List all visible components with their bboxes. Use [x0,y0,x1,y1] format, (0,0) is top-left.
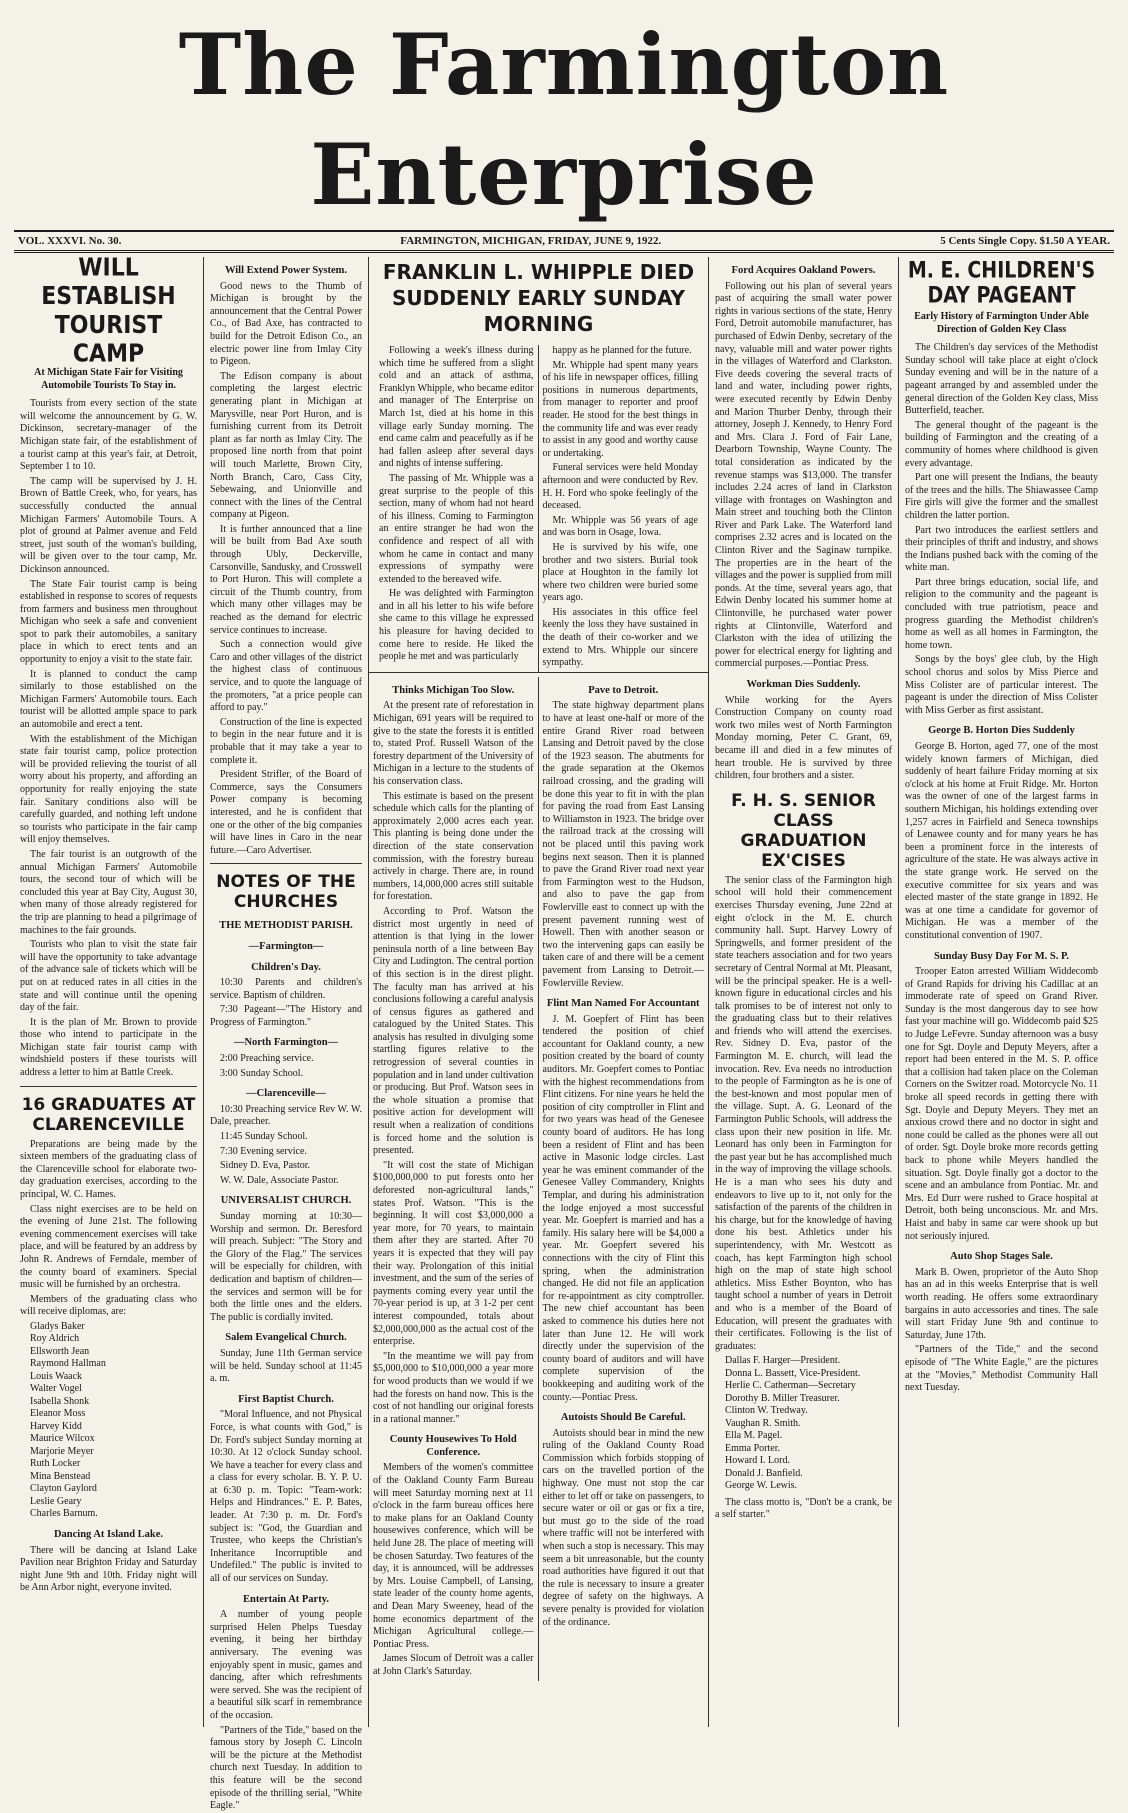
tourist-camp-deck: At Michigan State Fair for Visiting Automobile Tourists To Stay in. [34,367,183,391]
column-4 [539,677,709,1681]
baptist-heading: First Baptist Church. [238,1393,334,1405]
auto-shop-headline: Auto Shop Stages Sale. [950,1251,1053,1263]
article-paragraph: The Children's day services of the Methodist Sunday school will take place at eight o'clock Sunday evening and will be in the nature of a pageant arranged by and assembled under the general direction of the Golden Key class, Miss Butterfield, teacher. [905,342,1098,417]
list-item: Raymond Hallman [30,1358,106,1370]
article-paragraph: At the present rate of reforestation in Michigan, 691 years will be required to give to the state the forests it is entitled to, stated Prof. Russell Watson of the forestry department of the University of Michigan in a lecture to the students of his conservation class. [373,700,534,787]
party-heading: Entertain At Party. [242,1593,330,1605]
article-paragraph: According to Prof. Watson the district most urgently in need of attention is that lying in the lower peninsula north of a line between Bay City and Ludington. The central portion of this section is in the direst plight. The faculty man has arrived at his conclusions following a careful analysis of census figures as gathered and catalogued by the United States. This analysis has resulted in divulging some startling figures relative to the retrogression of several counties in population and in land under cultivation or producing. But Prof. Watson sees in the whole situation a promise that positive action for development will result when a realization of conditions is forced home and the solution is presented. [373,905,534,1157]
article-paragraph: Sunday morning at 10:30—Worship and sermon. Dr. Beresford will preach. Subject: "The Story and the Glory of the Flag." The services will be especially for children, with dedication and baptism of children—the services and sermon will be for both the little ones and the elders. The public is cordially invited. [210,1211,362,1323]
article-paragraph: Sunday, June 11th German service will be held. Sunday school at 11:45 a. m. [210,1347,362,1385]
article-paragraph: While working for the Ayers Construction Company on county road work two miles west of North Farmington Monday morning, Peter C. Grant, 69, became ill and died in a few minutes of heart trouble. He is survived by three children, four brothers and a sister. [715,694,892,782]
article-paragraph: President Strifler, of the Board of Commerce, says the Consumers Power company is becoming interested, and he is confident that one or the other of the big companies will have lines in Caro in the near future.—Caro Advertiser. [210,769,362,856]
childrens-day-subheading: Children's Day. [251,961,321,973]
ford-headline: Ford Acquires Oakland Powers. [731,265,876,276]
tourist-camp-headline: WILL ESTABLISH TOURIST CAMP [41,253,176,369]
schedule-item: 7:30 Evening service. [220,1145,307,1157]
article-paragraph: With the establishment of the Michigan state fair tourist camp, police protection will be provided relieving the tourist of all worry about his property, and affording an opportunity for really enjoying the state fair. Sanitary conditions also will be carefully guarded, and nothing left undone so tourists who participate in the fair camp will enjoy themselves. [20,733,197,846]
dateline: FARMINGTON, MICHIGAN, FRIDAY, JUNE 9, 1922. [400,235,662,247]
article-paragraph: Mr. Whipple was 56 years of age and was born in Osage, Iowa. [542,514,698,539]
graduates-list [20,1321,197,1521]
schedule-item: 10:30 Preaching service Rev W. W. Dale, preacher. [210,1103,362,1128]
whipple-headline: FRANKLIN L. WHIPPLE DIED SUDDENLY EARLY SUNDAY MORNING [382,260,695,336]
article-paragraph: The State Fair tourist camp is being established in response to scores of requests from farmers and business men throughout Michigan who seek a safe and convenient spot to park their automobiles, a sanitary place in which to erect tents and an opportunity to enjoy a visit to the state fair. [20,578,197,666]
article-paragraph: Preparations are being made by the sixteen members of the graduating class of the Clarenceville school for elaborate two-day graduation exercises, according to the principal, W. C. Hames. [20,1138,197,1201]
power-system-headline: Will Extend Power System. [224,265,348,276]
list-item: Charles Barnum. [30,1508,98,1520]
whipple-left [375,345,539,672]
column-5 [709,257,899,1727]
list-item: George W. Lewis. [725,1480,798,1492]
article-paragraph: A number of young people surprised Helen Phelps Tuesday evening, it being her birthday anniversary. The evening was enjoyably spent in music, games and dancing, after which refreshments were served. She was the recipient of a beautiful silk scarf in remembrance of the occasion. [210,1609,362,1721]
article-paragraph: J. M. Goepfert of Flint has been tendered the position of chief accountant for Oakland county, a new position created by the board of county auditors. Mr. Goepfert comes to Pontiac with the highest recommendations from Flint citizens. For nine years he held the position of city comptroller in Flint and for two years was head of the Genesee county board of auditors. He has long been a resident of Flint and has been active in Masonic lodge circles. Last year he was eminent commander of the Genesee Valley Commandery, Knights Templar, and during his administration the lodge enjoyed a most successful year. Mr. Goepfert is married and has a family. His salary here will be $4,000 a year. Mr. Goepfert severed his connections with the city of Flint this spring, when the administration changed. He did not file an application for re-appointment as city comptroller. The new chief accountant has been asked to commence his duties here not later than June 12. He will work directly under the supervision of the county board of auditors and will have complete supervision of the bookkeeping and auditing work of the county.—Pontiac Press. [542,1013,704,1403]
article-paragraph: happy as he planned for the future. [552,345,692,356]
pave-detroit-headline: Pave to Detroit. [588,684,659,696]
article-paragraph: "In the meantime we will pay from $5,000,000 to $10,000,000 a year more for wood products than we would if we had the forests on hand now. This is the cost of not handling our original forests in a rational manner." [373,1350,534,1425]
column-6 [899,257,1104,1727]
article-paragraph: Tourists who plan to visit the state fair will have the opportunity to take advantage of the advance sale of tickets which will be put on at reduced rates in all cities in the state and will continue until the opening day of the fair. [20,939,197,1014]
article-paragraph: This estimate is based on the present schedule which calls for the planting of approximately 2,000 acres each year. This planting is being done under the direction of the state conservation commission, with the forestry bureau actively in charge. There are, in round numbers, 14,000,000 acres still suitable for forestation. [373,790,534,903]
list-item: Harvey Kidd [30,1420,82,1432]
list-item: Dorothy B. Miller Treasurer. [725,1392,840,1404]
north-farmington-subheading: —North Farmington— [233,1037,339,1049]
flint-man-headline: Flint Man Named For Accountant [546,998,700,1010]
methodist-parish-heading: THE METHODIST PARISH. [219,920,353,932]
volume-number: VOL. XXXVI. No. 30. [18,235,122,247]
article-paragraph: "Partners of the Tide," based on the famous story by Joseph C. Lincoln will be the picture at the Methodist church next Tuesday. In addition to this feature will be the second episode of the thrilling serial, "White Eagle." [210,1724,362,1812]
list-item: Gladys Baker [30,1320,85,1332]
info-bar [14,232,1114,253]
salem-heading: Salem Evangelical Church. [225,1332,347,1344]
senior-class-headline: F. H. S. SENIOR CLASS GRADUATION EX'CISES [731,790,876,871]
list-item: Dallas F. Harger—President. [725,1355,841,1367]
schedule-item: 10:30 Parents and children's service. Baptism of children. [210,977,362,1001]
list-item: Donna L. Bassett, Vice-President. [725,1367,861,1379]
article-paragraph: It is the plan of Mr. Brown to provide those who intend to participate in the Michigan state fair tourist camp with windshield posters if these tourists will address a letter to him at Battle Creek. [20,1016,197,1079]
article-paragraph: George B. Horton, aged 77, one of the most widely known farmers of Michigan, died suddenly of heart failure Friday morning at six o'clock at his home at Fruit Ridge. Mr. Horton was the owner of one of the largest farms in southern Michigan, his holdings extending over 1,257 acres in Fairfield and Seneca townships of Lenawee county and for many years he has been a prominent force in the interests of agriculture of the state. He was always active in the state grange work. He served on the executive committee for six years and was elected master of the state grange in 1892. He was at one time a candidate for governor of Michigan. He was a member of the constitutional convention of 1907. [905,741,1098,941]
article-paragraph: His associates in this office feel keenly the loss they have sustained in the death of their co-worker and we extend to Mrs. Whipple our sincere sympathy. [542,606,698,669]
center-section [369,257,709,1727]
schedule-item: 3:00 Sunday School. [220,1067,304,1079]
center-lower [369,677,708,1681]
article-paragraph: Tourists from every section of the state will welcome the announcement by G. W. Dickinson, secretary-manager of the Michigan state fair, of the establishment of a tourist camp at this year's fair, at Detroit, September 1 to 10. [20,398,197,473]
article-paragraph: The camp will be supervised by J. H. Brown of Battle Creek, who, for years, has successfully conducted the annual Michigan Farmers' Automobile Tours. A plot of ground at Palmer avenue and Feld street, just south of the woman's building, will be given over to the tour camp, Mr. Dickinson announced. [20,475,197,575]
list-item: Mina Benstead [30,1470,91,1482]
article-paragraph: Such a connection would give Caro and other villages of the district the highest class of continuous service, and to quote the language of the promoters, "at a price people can afford to pay." [210,639,362,714]
column-1 [14,253,204,1727]
list-item: Ruth Locker [30,1458,81,1470]
list-item: Isabella Shonk [30,1395,90,1407]
article-paragraph: The fair tourist is an outgrowth of the annual Michigan Farmers' Automobile tours, the second tour of which will be concluded this year at Bay City, August 30, when many of those already registered for the trip are planning to head a pilgrimage of machines to the fair grounds. [20,848,197,936]
universalist-heading: UNIVERSALIST CHURCH. [220,1195,352,1207]
article-paragraph: The state highway department plans to have at least one-half or more of the entire Grand River road between Lansing and Detroit paved by the close of the 1923 season. The abutments for the grade separation at the Okemos railroad crossing, and the grading will be done this year to fit in with the plan for paving the road from East Lansing to Williamston in 1923. The bridge over the railroad track at the crossing will not be placed until this paving work begins next season. Then it is planned to pave the Grand River road next year from Farmington west to the Hudson, and also to pave the gap from Fowlerville east to connect up with the present pavement running west of Howell. Then with another season or two the intervening gaps can easily be taken care of and there will be a cement pavement from Lansing to Detroit.—Fowlerville Review. [542,700,704,989]
article-paragraph: Funeral services were held Monday afternoon and were conducted by Rev. H. H. Ford who spoke feelingly of the deceased. [542,462,698,512]
article-paragraph: Trooper Eaton arrested William Widdecomb of Grand Rapids for driving his Cadillac at an immoderate rate of speed on Grand River. Sunday is the most dangerous day to see how fast your machine will go. Widdecomb paid $25 to Judge LeFevre. Sunday afternoon was a busy one for Sgt. Doyle and Deputy Meyers, after a report had been entered in the M. S. P. office that a collision had taken place on the Coleman Corners on the Switzer road. Motorcycle No. 11 broke all speed records in getting there with Sgt. Doyle and Deputy Meyers. They met an anxious crowd there and no doctor in sight and none could be called as the phones were all out of order. Sgt. Doyle broke more records getting back to phone while Meyers handled the situation. Sgt. Doyle finally got a doctor to the scene and an ambulance from Pontiac. Mr. and Mrs. Ed Durr were rushed to Grace hospital at Detroit, both being unconscious. Mr. and Mrs. Haist and baby in same car were shook up but not seriously injured. [905,966,1098,1242]
column-2 [204,257,369,1812]
article-paragraph: Class night exercises are to be held on the evening of June 21st. The following evening commencement exercises will take place, and will be featured by an address by John R. Andrews of Ferndale, member of the county board of examiners. Special music will be furnished by an orchestra. [20,1203,197,1291]
msp-headline: Sunday Busy Day For M. S. P. [933,950,1070,962]
horton-headline: George B. Horton Dies Suddenly [928,725,1075,737]
masthead: The Farmington Enterprise [14,10,1114,232]
article-paragraph: Mark B. Owen, proprietor of the Auto Shop has an ad in this weeks Enterprise that is well worth reading. He offers some extraordinary bargains in auto accessories and tines. The sale will start Friday June 9th and continue to Saturday, June 17th. [905,1266,1098,1341]
list-item: Vaughan R. Smith. [725,1417,801,1429]
list-item: Marjorie Meyer [30,1445,94,1457]
farmington-subheading: —Farmington— [248,940,324,952]
article-paragraph: Good news to the Thumb of Michigan is brought by the announcement that the Central Power Co., of Bad Axe, has contracted to build for the Detroit Edison Co., an electric power line from Imlay City to Pigeon. [210,280,362,368]
list-item: Donald J. Banfield. [725,1467,803,1479]
seniors-list [715,1355,892,1493]
pageant-deck: Early History of Farmington Under Able Direction of Golden Key Class [914,311,1089,335]
autoists-headline: Autoists Should Be Careful. [560,1412,686,1424]
housewives-headline: County Housewives To Hold Conference. [389,1434,517,1458]
article-paragraph: Members of the women's committee of the Oakland County Farm Bureau will meet Saturday morning next at 11 o'clock in the farm bureau offices here to make plans for an Oakland County housewives conference, which will be held June 28. The place of meeting will be chosen Saturday. Two features of the day, it is announced, will be addresses by Mrs. Louise Campbell, of Lansing, state leader of the county home agents, and Dean Mary Sweeney, head of the home economics department of the Michigan Agricultural college.—Pontiac Press. [373,1462,534,1650]
columns [14,253,1114,1812]
article-paragraph: James Slocum of Detroit was a caller at John Clark's Saturday. [373,1653,534,1677]
article-paragraph: "Moral Influence, and not Physical Force, is what counts with God," is Dr. Ford's subject Sunday morning at 10:30. At 12 o'clock Sunday school. We have a teacher for every class and a class for every scholar. B. Y. P. U. at 6:30 p. m. Topic: "Team-work: Helps and Hindrances." E. P. Bates, leader. At 7:30 p. m. Dr. Ford's subject is: "God, the Guardian and Trustee, who keeps the Christian's Inheritance Incorruptible and Undefiled." The public is invited to all of our services on Sunday. [210,1409,362,1585]
article-paragraph: The passing of Mr. Whipple was a great surprise to the people of this section, many of whom had not heard of his illness. Coming to Farmington an entire stranger he had won the confidence and respect of all with whom he came in contact and many expressions of sympathy were extended to the bereaved wife. [379,472,534,585]
schedule-item: 7:30 Pageant—"The History and Progress of Farmington." [210,1004,362,1028]
whipple-right [539,345,703,672]
article-paragraph: It is planned to conduct the camp similarly to those established on the Michigan Farmers' Automobile tours. Each tourist will be allotted ample space to park an automobile and erect a tent. [20,668,197,731]
list-item: Louis Waack [30,1370,83,1382]
schedule-item: 11:45 Sunday School. [220,1131,308,1143]
article-paragraph: The Edison company is about completing the largest electric generating plant in Michigan at Marysville, near Port Huron, and is furnishing current from its Detroit plant as far north as Imlay City. The proposed line north from that point will touch Marlette, Brown City, North Branch, Caro, Cass City, Sebewaing, and Unionville and connect with the lines of the Central company at Pigeon. [210,370,362,521]
article-paragraph: The senior class of the Farmington high school will hold their commencement exercises Thursday evening, June 22nd at eight o'clock in the M. E. church community hall. Supt. Harvey Lowry of Springwells, and former president of the state teachers association and for two years secretary of Central Normal at Mt. Pleasant, will be the principal speaker. He is a well-known figure in educational circles and his talk promises to be of interest not only to the graduating class but to their relatives and friends who will attend the exercises. Rev. Sidney D. Eva, pastor of the Farmington M. E. church, will lead the invocation. Rev. Eva needs no introduction to the people of Farmington as he is one of the best-known and most popular men of the village. Supt. A. G. Leonard of the Farmington Public Schools, will address the class upon their new position in life. Mr. Leonard has only been in Farmington for the past year but he has accomplished much in the way of improving the village schools. He is a man who sees his duty and endeavors to live up to it, not only for the satisfaction of the parents of the children in his charge, but for the knowledge of having done his best. Athletics under his superintendency, with Mr. Westcott as coach, has kept Farmington high school high on the map of state high school athletics. Miss Esther Boynton, who has taught school a number of years in Detroit and who is a member of the Board of Education, will present the graduates with their certificates. Following is the list of graduates: [715,874,892,1352]
article-paragraph: He was delighted with Farmington and in all his letter to his wife before she came to this village he expressed his pleasure for having decided to come here to reside. He liked the people he met and was particularly [379,588,534,663]
article-paragraph: The general thought of the pageant is the building of Farmington and the creating of a community of homes where childhood is given every advantage. [905,419,1098,469]
list-item: Howard I. Lord. [725,1455,790,1467]
list-item: Clayton Gaylord [30,1483,97,1495]
price-line: 5 Cents Single Copy. $1.50 A YEAR. [940,235,1110,247]
schedule-item: 2:00 Preaching service. [220,1053,314,1065]
article-paragraph: There will be dancing at Island Lake Pavilion near Brighton Friday and Saturday night June 9th and 10th. Friday night will be Ann Arbor night, everyone invited. [20,1544,197,1594]
article-paragraph: It is further announced that a line will be built from Bad Axe south through Ubly, Deckerville, Carsonville, Sandusky, and Crosswell to Port Huron. This will complete a circuit of the Thumb country, from which many other villages may be reached as the demand for electric service continues to increase. [210,523,362,636]
article-paragraph: Construction of the line is expected to begin in the near future and it is probable that it may take a year to complete it. [210,716,362,766]
list-item: Ella M. Pagel. [725,1430,783,1442]
article-paragraph: Following a week's illness during which time he suffered from a slight cold and an attack of asthma, Franklyn Whipple, who became editor and manager of The Enterprise on March 1st, died at his home in this village early Sunday morning. The end came calm and peacefully as if he had fallen asleep after several days and nights of intense suffering. [379,345,534,470]
schedule-item: Sidney D. Eva, Pastor. [220,1160,310,1172]
article-paragraph: He is survived by his wife, one brother and two sisters. Burial took place at Houghton in the family lot where two children were buried some years ago. [542,541,698,604]
churches-headline: NOTES OF THE CHURCHES [216,872,356,913]
article-paragraph: Mr. Whipple had spent many years of his life in newspaper offices, filling positions in numerous departments, from manager to reporter and proof reader. He stood for the best things in the community life and was ever ready to assist in any good and worthy cause or undertaking. [542,359,698,459]
article-paragraph: "Partners of the Tide," and the second episode of "The White Eagle," are the pictures at the "Movies," Methodist Community Hall next Tuesday. [905,1344,1098,1394]
graduates-headline: 16 GRADUATES AT CLARENCEVILLE [21,1094,196,1135]
article-paragraph: "It will cost the state of Michigan $100,000,000 to put forests onto her deforested non-agricultural lands," states Prof. Watson. "This is the beginning. It will cost $3,000,000 a year more, for 70 years, to maintain them after they are started. After 70 years it is expected that they will pay their way. Prolongation of this initial investment, and the sum of the series of payments coming every year until the 70-year period is up, at 3 1-2 per cent interest compounded, totals about $2,000,000,000 as the actual cost of the enterprise. [373,1159,534,1348]
list-item: Roy Aldrich [30,1333,80,1345]
article-paragraph: Part three brings education, social life, and religion to the community and the pageant is concluded with true patriotism, peace and progress guarding the Methodist children's home as well as all homes in Farmington, the home town. [905,576,1098,651]
list-item: Emma Porter. [725,1442,780,1454]
list-item: Clinton W. Tredway. [725,1405,808,1417]
class-motto: The class motto is, "Don't be a crank, be a self starter." [715,1496,892,1521]
whipple-article [369,259,708,673]
workman-headline: Workman Dies Suddenly. [746,679,861,690]
article-paragraph: Songs by the boys' glee club, by the High school chorus and solos by Miss Pierce and Miss Colister are of particular interest. The pageant is under the direction of Miss Colister with Miss Gerber as first assistant. [905,654,1098,716]
article-paragraph: Part one will present the Indians, the beauty of the trees and the hills. The Shiawassee Camp Fire girls will give the former and the smallest children the latter portion. [905,472,1098,521]
article-paragraph: Part two introduces the earliest settlers and their principles of thrift and industry, and shows the Indians pushed back with the coming of the white man. [905,524,1098,574]
pageant-headline: M. E. CHILDREN'S DAY PAGEANT [907,257,1096,309]
article-paragraph: Following out his plan of several years past of acquiring the small water power rights in various sections of the state, Henry Ford, Detroit automobile manufacturer, has purchased of Edwin Denby, secretary of the navy, valuable mill and water power rights in the villages of Waterford and Clarkston. Five deeds covering the several tracts of land and water, including power rights, were executed recently by Edwin Denby and Marion Thurber Denby, through their attorney, Joseph J. Kennedy, to Henry Ford and Mrs. Clara J. Ford of Fair Lane, Dearborn Township, Wayne County. The total consideration as indicated by the revenue stamps was $13,000. The transfer includes 2.24 acres of land in Clarkston village with frontages on Washington and Main street and touching both the Clinton River and Park Lake. The Waterford land comprises 2.32 acres and is located on the Clinton River and the Saginaw turnpike. The properties are in the heart of the villages and the power is supplied from mill ponds. At the time, several years ago, that Edwin Denby located his summer home at Clintonville, he purchased water power rights at Clintonville, Waterford and Clarkston with the idea of utilizing the power for electrical energy for lighting and commercial purposes.—Pontiac Press. [715,280,892,670]
schedule-item: W. W. Dale, Associate Pastor. [220,1174,339,1186]
column-3 [369,677,539,1681]
article-paragraph: Members of the graduating class who will receive diplomas, are: [20,1293,197,1318]
island-lake-headline: Dancing At Island Lake. [53,1528,164,1540]
list-item: Walter Vogel [30,1383,82,1395]
whipple-body [375,345,702,672]
list-item: Maurice Wilcox [30,1433,95,1445]
article-paragraph: Autoists should bear in mind the new ruling of the Oakland County Road Commission which forbids stopping of cars on the travelled portion of the highway. One must not stop the car either to let off or take on passengers, to secure water or oil or gas or fix a tire, but must go to the side of the road where traffic will not be interfered with when such a stop is necessary. This may seem a bit unreasonable, but the county road authorities have figured it out that the rule is necessary to insure a greater degree of safety on the highways. A severe penalty is provided for violation of the ordinance. [542,1427,704,1628]
too-slow-headline: Thinks Michigan Too Slow. [392,684,515,696]
list-item: Herlie C. Catherman—Secretary [725,1380,856,1392]
list-item: Leslie Geary [30,1495,82,1507]
list-item: Ellsworth Jean [30,1345,90,1357]
clarenceville-subheading: —Clarenceville— [246,1088,326,1100]
list-item: Eleanor Moss [30,1408,86,1420]
